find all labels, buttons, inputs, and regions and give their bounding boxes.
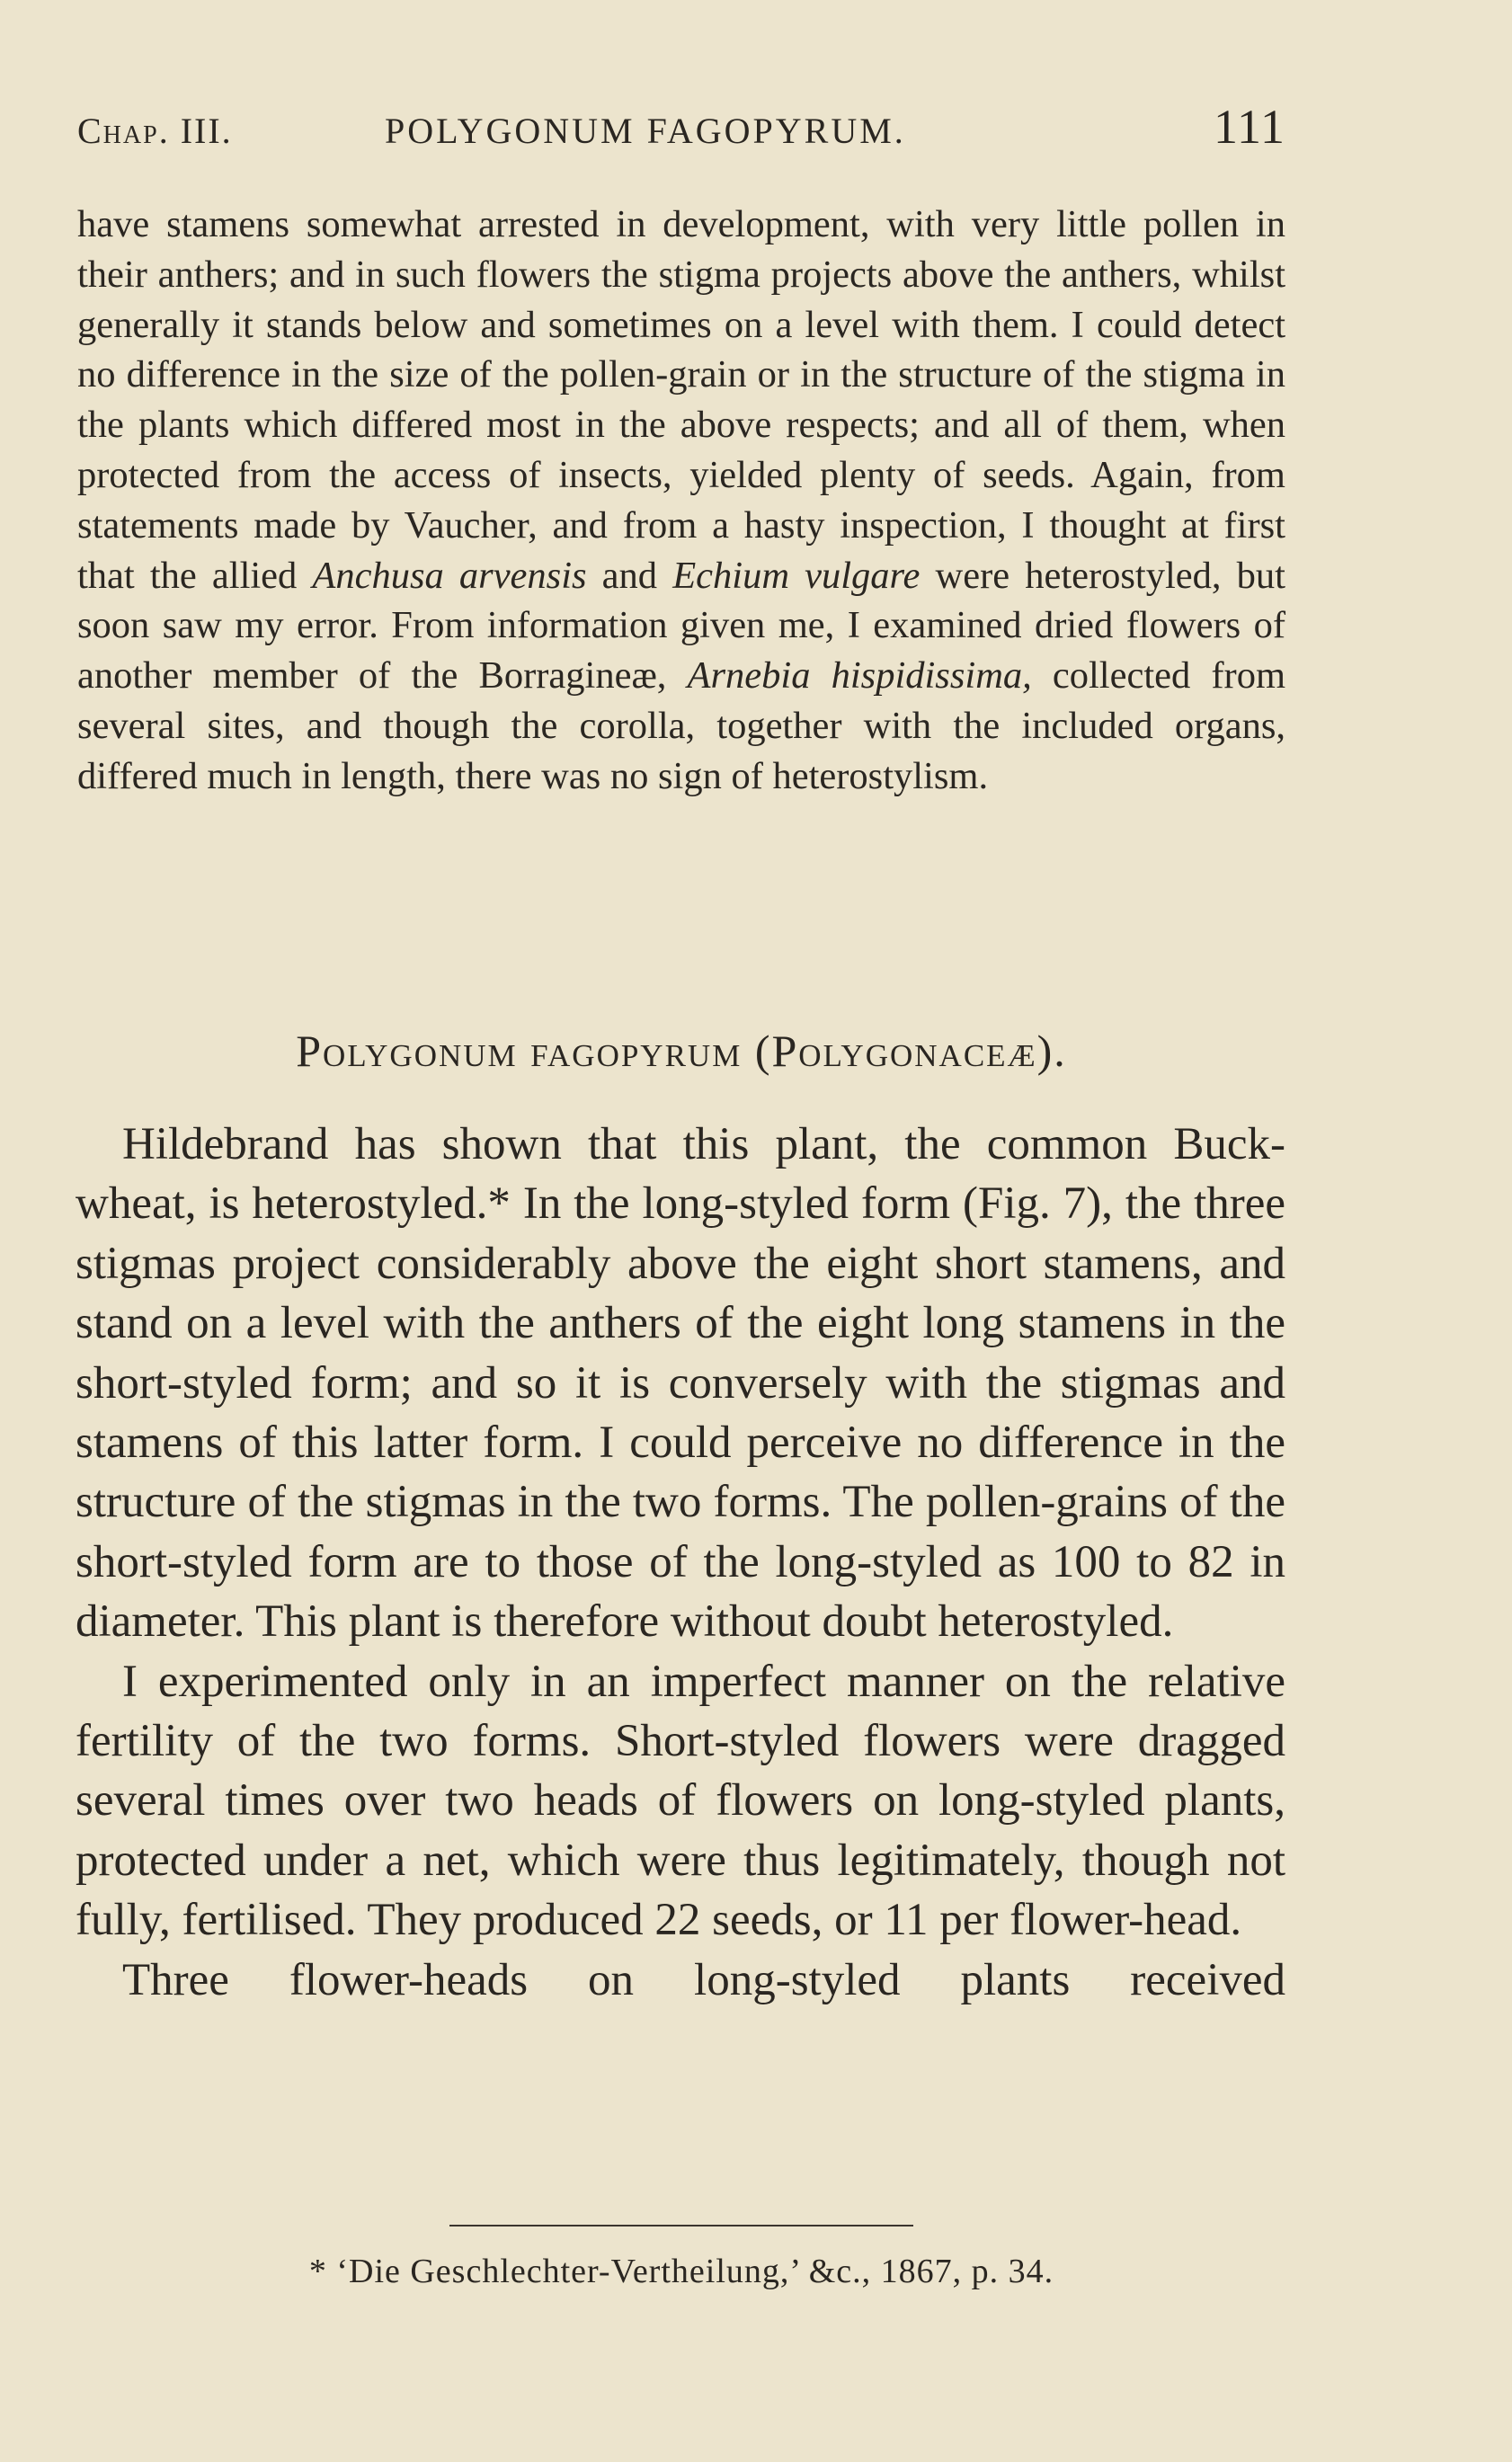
page-number: 111 (1214, 100, 1285, 154)
running-head (77, 99, 1285, 153)
section-body (76, 1115, 1285, 2010)
chapter-label: Chap. III. (77, 111, 233, 151)
species-name: Arnebia hispidissima, (687, 654, 1032, 698)
paragraph: I experimented only in an imperfect manner on the relative fertility of the two forms. Short-styled flowers were dragged several times over two heads of flowers on long-styled plants, protected under a net, which were thus legitimately, though not fully, fertilised. They produced 22 seeds, or 11 per flower-head. (76, 1656, 1285, 1946)
continued-paragraph (77, 200, 1285, 802)
species-name: Echium vulgare (672, 554, 921, 597)
text-run: have stamens somewhat arrested in development, with very little pollen in their anthers; and in such flowers the stigma projects above the anthers, whilst generally it stands below and sometimes on a level with them. I could detect no difference in the size of the pollen-grain or in the structure of the stigma in the plants which differed most in the above respects; and all of them, when protected from the access of insects, yielded plenty of seeds. Again, from statements made by Vaucher, and from a hasty inspection, I thought at first that the allied (77, 203, 1285, 597)
paragraph: Three flower-heads on long-styled plants received (122, 1954, 1285, 2005)
species-name: Anchusa arvensis (312, 554, 587, 597)
footnote: * ‘Die Geschlechter-Vertheilung,’ &c., 1867, p. 34. (308, 2253, 1054, 2290)
running-title: POLYGONUM FAGOPYRUM. (385, 111, 906, 151)
paragraph: Hildebrand has shown that this plant, the common Buck-wheat, is heterostyled.* In the long-styled form (Fig. 7), the three stigmas project considerably above the eight short stamens, and stand on a level with the anthers of the eight long stamens in the short-styled form; and so it is conversely with the stigmas and stamens of this latter form. I could perceive no difference in the structure of the stigmas in the two forms. The pollen-grains of the short-styled form are to those of the long-styled as 100 to 82 in diameter. This plant is therefore without doubt heterostyled. (76, 1119, 1285, 1648)
text-run: collected from several sites, and though the corolla, together with the included organs, differed much in length, there was no sign of heterostylism. (77, 654, 1286, 797)
text-run: and (586, 554, 673, 597)
footnote-divider (449, 2225, 913, 2226)
text-run: were heterostyled, but soon saw my error. From information given me, I examined dried flowers of another member of the Borragineæ, (77, 554, 1285, 698)
section-heading: Polygonum fagopyrum (Polygonaceæ). (296, 1026, 1067, 1076)
paragraph (77, 200, 1285, 802)
